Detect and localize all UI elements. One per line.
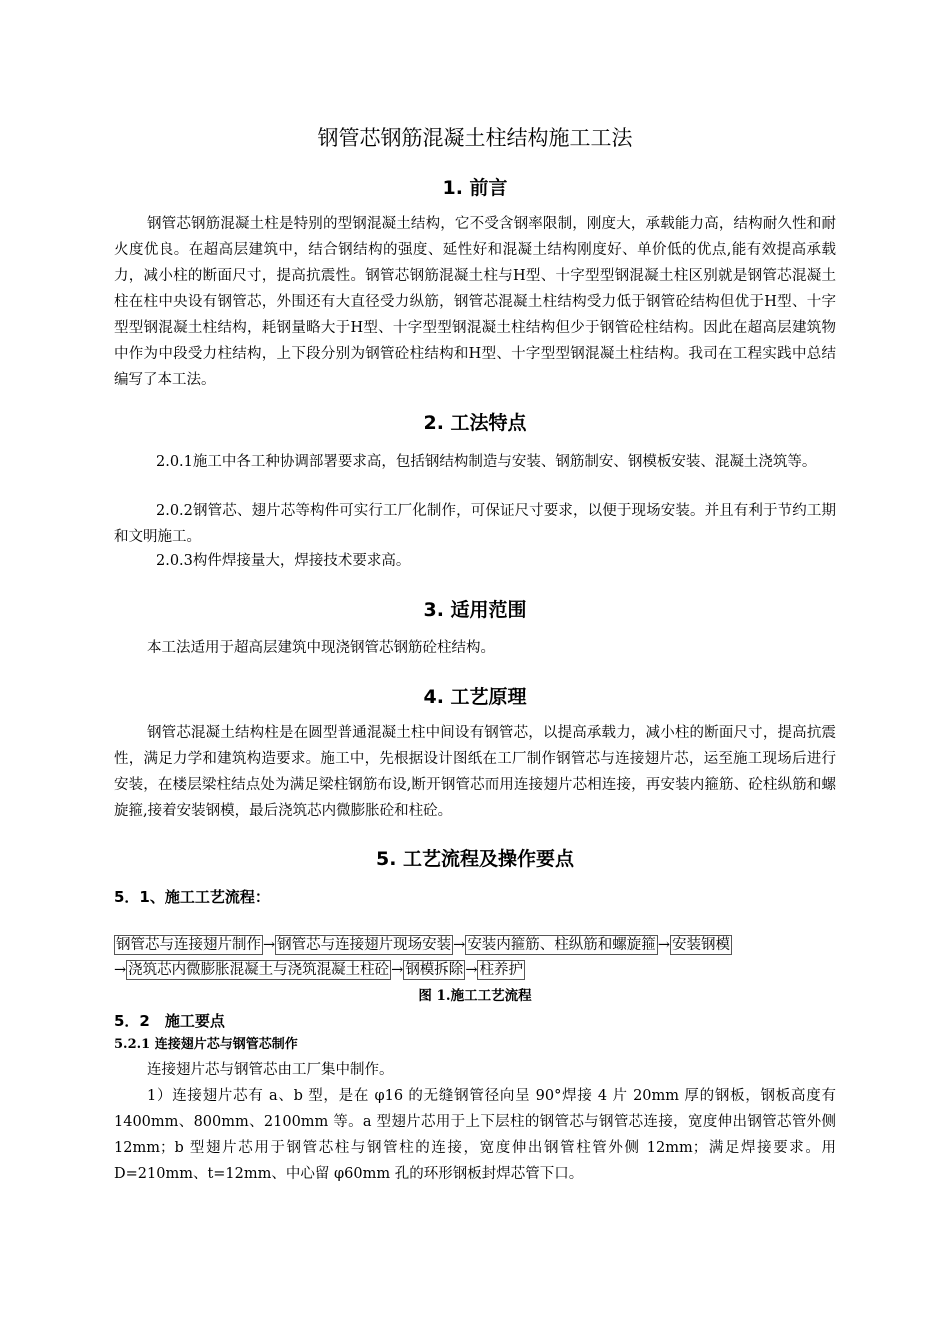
flow-step-formwork: 安装钢模	[671, 937, 730, 953]
process-flow-subheading: 5．1、施工工艺流程：	[114, 888, 270, 906]
principle-paragraph: 钢管芯混凝土结构柱是在圆型普通混凝土柱中间设有钢管芯，以提高承载力，减小柱的断面尺寸，提高抗震性，满足力学和建筑构造要求。施工中，先根据设计图纸在工厂制作钢管芯与连接翅片芯，运至施工现场后进行安装，在楼层梁柱结点处为满足梁柱钢筋布设,断开钢管芯而用连接翅片芯相连接，再安装内箍筋、砼柱纵筋和螺旋箍,接着安装钢模，最后浇筑芯内微膨胀砼和柱砼。	[114, 725, 836, 819]
construction-points-subheading: 5．2 施工要点	[114, 1012, 225, 1030]
flow-step-remove-formwork: 钢模拆除	[405, 962, 464, 978]
fin-core-detail-paragraph: 1）连接翅片芯有 a、b 型，是在 φ16 的无缝钢管径向呈 90°焊接 4 片 20mm 厚的钢板，钢板高度有 1400mm、800mm、2100mm 等。a 型翅片芯用于上下层柱的钢管芯与钢管芯连接，宽度伸出钢管芯管外侧 12mm；b 型翅片芯用于钢管芯柱与钢管柱的连接，宽度伸出钢管柱管外侧 12mm；满足焊接要求。用 D=210mm、t=12mm、中心留 φ60mm 孔的环形钢板封焊芯管下口。	[114, 1088, 836, 1182]
flow-arrow: →	[453, 937, 466, 953]
scope-paragraph: 本工法适用于超高层建筑中现浇钢管芯钢筋砼柱结构。	[147, 640, 495, 656]
flow-step-curing: 柱养护	[479, 962, 523, 978]
flow-arrow: →	[114, 962, 127, 978]
flow-row-1	[114, 935, 854, 955]
section-heading-scope: 3. 适用范围	[423, 599, 527, 621]
feature-item-2: 2.0.2钢管芯、翅片芯等构件可实行工厂化制作，可保证尺寸要求，以便于现场安装。并且有利于节约工期和文明施工。	[114, 503, 836, 545]
figure-caption: 图 1.施工工艺流程	[418, 988, 532, 1004]
flow-row-2	[114, 960, 854, 980]
flow-step-reinforcement: 安装内箍筋、柱纵筋和螺旋箍	[467, 937, 656, 953]
feature-item-1: 2.0.1施工中各工种协调部署要求高，包括钢结构制造与安装、钢筋制安、钢模板安装、混凝土浇筑等。	[156, 454, 817, 470]
fabrication-intro-paragraph: 连接翅片芯与钢管芯由工厂集中制作。	[147, 1062, 394, 1078]
preface-paragraph: 钢管芯钢筋混凝土柱是特别的型钢混凝土结构，它不受含钢率限制，刚度大，承载能力高，结构耐久性和耐火度优良。在超高层建筑中，结合钢结构的强度、延性好和混凝土结构刚度好、单价低的优点,能有效提高承载力，减小柱的断面尺寸，提高抗震性。钢管芯钢筋混凝土柱与H型、十字型型钢混凝土柱区别就是钢管芯混凝土柱在柱中央设有钢管芯，外围还有大直径受力纵筋，钢管芯混凝土柱结构受力低于钢管砼结构但优于H型、十字型型钢混凝土柱结构，耗钢量略大于H型、十字型型钢混凝土柱结构但少于钢管砼柱结构。因此在超高层建筑物中作为中段受力柱结构，上下段分别为钢管砼柱结构和H型、十字型型钢混凝土柱结构。我司在工程实践中总结编写了本工法。	[114, 216, 836, 388]
flow-arrow: →	[465, 962, 478, 978]
feature-item-3: 2.0.3构件焊接量大，焊接技术要求高。	[156, 553, 411, 569]
section-heading-principle: 4. 工艺原理	[423, 686, 527, 708]
section-heading-preface: 1. 前言	[442, 177, 508, 199]
document-title: 钢管芯钢筋混凝土柱结构施工工法	[317, 126, 633, 150]
flow-arrow: →	[263, 937, 276, 953]
flow-step-pour-concrete: 浇筑芯内微膨胀混凝土与浇筑混凝土柱砼	[128, 962, 390, 978]
section-heading-features: 2. 工法特点	[423, 412, 527, 434]
section-heading-process: 5. 工艺流程及操作要点	[375, 848, 575, 870]
flow-arrow: →	[657, 937, 670, 953]
flow-arrow: →	[391, 962, 404, 978]
flow-step-site-install: 钢管芯与连接翅片现场安装	[277, 937, 452, 953]
flow-step-fabrication: 钢管芯与连接翅片制作	[116, 937, 261, 953]
fin-core-fabrication-heading: 5.2.1 连接翅片芯与钢管芯制作	[114, 1037, 298, 1052]
